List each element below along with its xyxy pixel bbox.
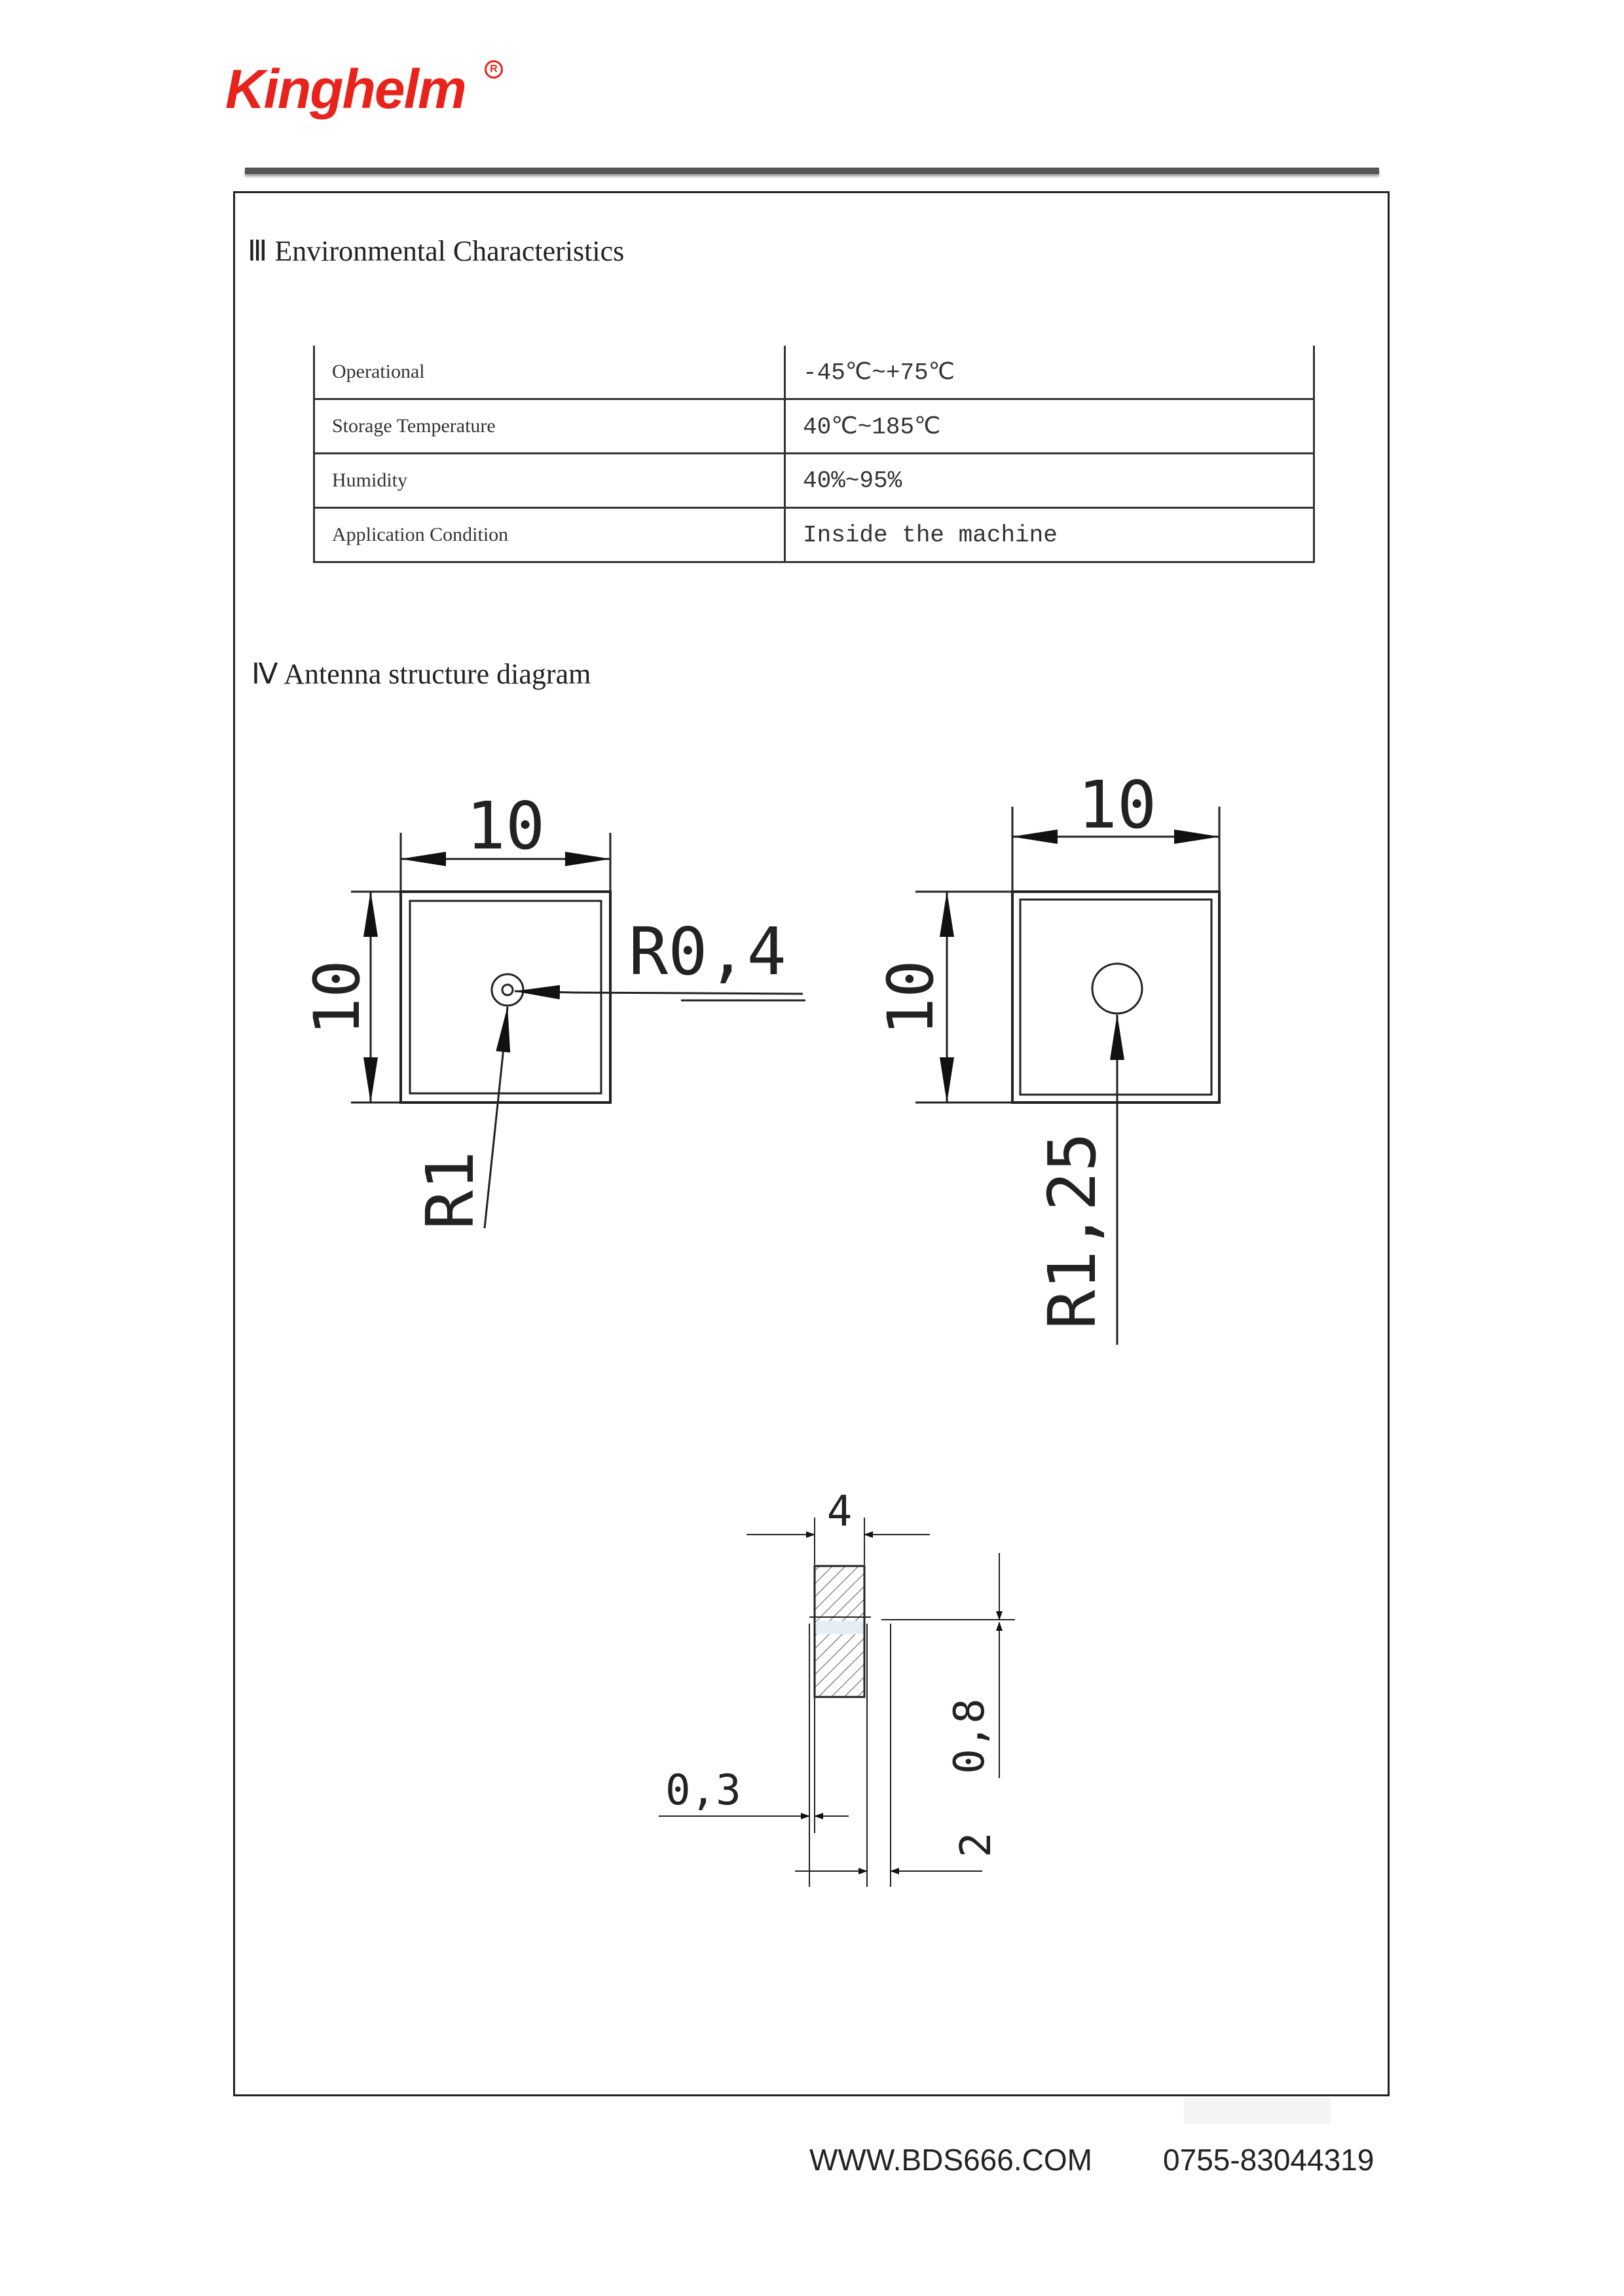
section-4-title: Antenna structure diagram [284, 658, 591, 690]
feed-pin-circle [492, 974, 523, 1006]
side-view [659, 1487, 1015, 1887]
row-value: -45℃~+75℃ [785, 346, 1314, 399]
dim-left-height: 10 [301, 960, 374, 1036]
section-3-title: Environmental Characteristics [274, 235, 625, 267]
leader-line [574, 993, 803, 994]
row-label: Storage Temperature [314, 399, 785, 454]
row-label: Humidity [314, 454, 785, 508]
section-3-numeral: Ⅲ [248, 235, 268, 267]
leader-arrow [515, 991, 574, 993]
scan-smudge [1184, 2098, 1331, 2124]
dim-side-offset: 0,8 [946, 1698, 994, 1774]
row-value: Inside the machine [785, 508, 1314, 562]
dim-right-width: 10 [1077, 767, 1157, 843]
dim-right-height: 10 [874, 960, 948, 1036]
metal-layer [816, 1621, 863, 1634]
registered-mark: R [485, 60, 503, 79]
footer-website[interactable]: WWW.BDS666.COM [809, 2143, 1092, 2177]
feed-hole-circle [502, 985, 513, 995]
dim-left-hole-radius: R0,4 [629, 913, 786, 990]
footer-phone: 0755-83044319 [1163, 2143, 1375, 2177]
dim-left-pin-radius: R1 [412, 1150, 489, 1230]
leader-arrow [502, 1007, 507, 1061]
top-view-left [301, 788, 805, 1230]
top-view-right [874, 767, 1219, 1345]
dim-side-width: 4 [826, 1487, 853, 1536]
dim-left-width: 10 [466, 788, 545, 864]
patch-inner-outline [1020, 900, 1211, 1095]
patch-inner-outline [410, 901, 601, 1093]
dim-side-layer: 0,3 [665, 1766, 741, 1815]
dim-right-pin-radius: R1,25 [1034, 1132, 1111, 1330]
row-label: Application Condition [314, 508, 785, 562]
patch-outer-outline [1012, 892, 1219, 1102]
row-value: 40%~95% [785, 454, 1314, 508]
section-4-numeral: Ⅳ [251, 658, 278, 690]
dim-side-pin: 2 [952, 1832, 1001, 1858]
patch-outer-outline [401, 892, 610, 1102]
row-value: 40℃~185℃ [785, 399, 1314, 454]
row-label: Operational [314, 346, 785, 399]
feed-pin-circle [1092, 964, 1142, 1013]
kinghelm-logo: Kinghelm [225, 58, 466, 120]
